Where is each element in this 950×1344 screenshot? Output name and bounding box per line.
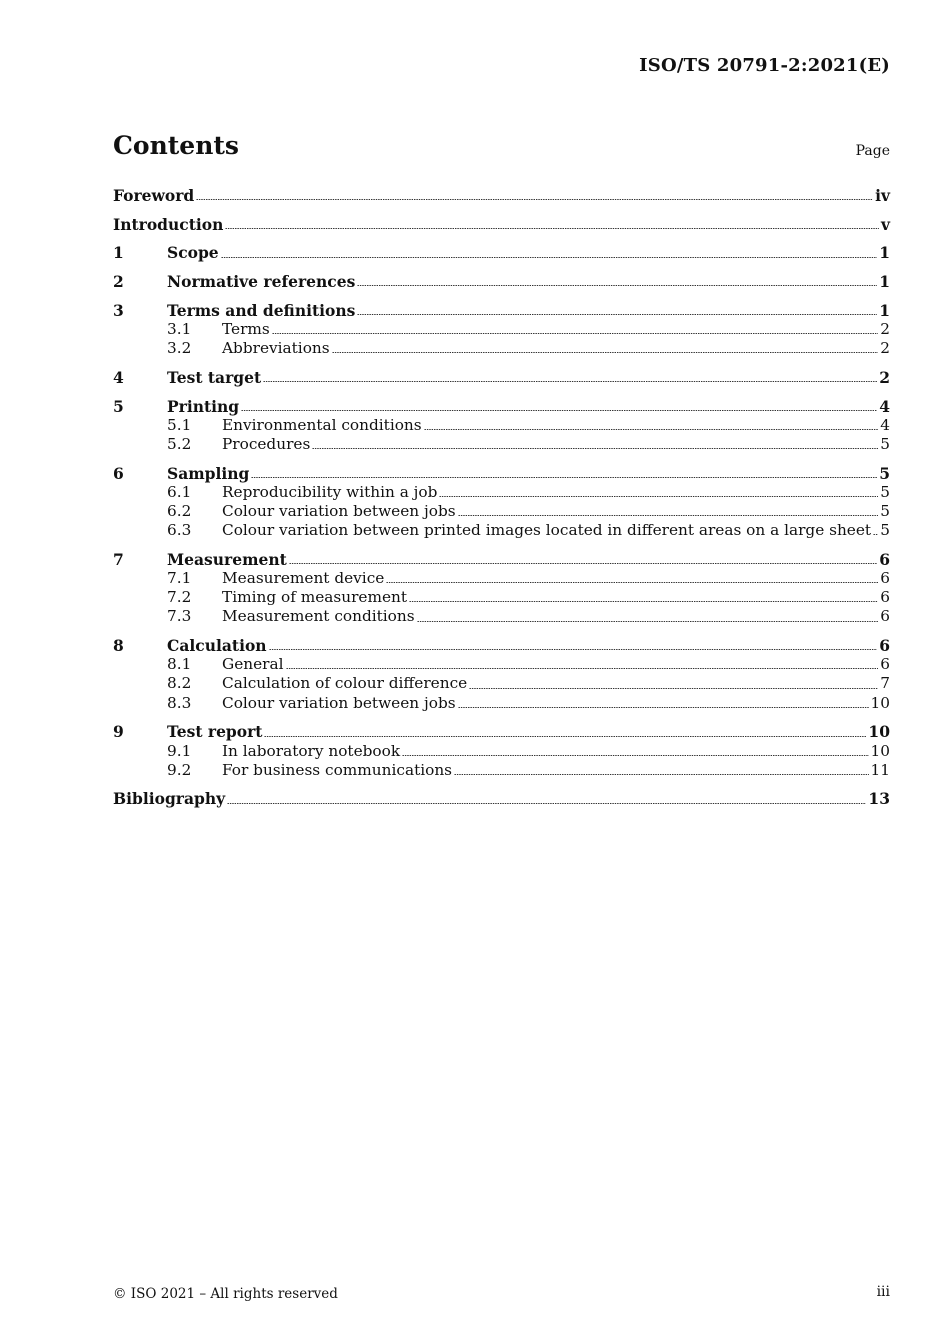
dot-leader [227,803,866,804]
dot-leader [196,199,873,200]
toc-entry[interactable] [113,483,890,502]
toc-entry[interactable] [113,761,890,780]
toc-entry-label: Colour variation between printed images located in different areas on a large sheet [222,521,872,540]
toc-entry-label: Reproducibility within a job [222,482,438,501]
toc-entry-number: 5.2 [167,434,192,453]
toc-entry-number: 5 [113,396,124,416]
dot-leader [402,755,868,756]
toc-entry-page: 1 [879,300,890,320]
toc-entry-number: 9.2 [167,760,192,779]
copyright-notice: © ISO 2021 – All rights reserved [113,1286,338,1302]
toc-entry-page: 5 [880,501,890,520]
dot-leader [312,448,878,449]
dot-leader [269,649,878,650]
toc-entry[interactable] [113,502,890,521]
toc-entry-page: 6 [880,607,890,626]
toc-entry[interactable] [113,435,890,454]
toc-entry[interactable] [113,186,890,205]
toc-entry-number: 3 [113,300,124,320]
dot-leader [357,285,877,286]
dot-leader [424,429,879,430]
dot-leader [286,668,879,669]
toc-entry-page: 10 [870,693,890,712]
toc-entry-number: 1 [113,243,124,263]
toc-entry[interactable] [113,397,890,416]
toc-entry-number: 6.3 [167,521,192,540]
toc-entry-number: 6 [113,463,124,483]
dot-leader [272,333,879,334]
toc-entry-number: 9.1 [167,741,192,760]
toc-entry[interactable] [113,550,890,569]
dot-leader [386,582,878,583]
toc-entry-page: 6 [879,636,890,656]
toc-entry-page: 13 [868,789,890,809]
toc-entry-label: Bibliography [113,789,226,809]
toc-entry-page: 2 [880,319,890,338]
toc-entry-page: 5 [880,434,890,453]
toc-entry-label: Measurement [167,549,287,569]
toc-entry[interactable] [113,272,890,291]
dot-leader [409,601,878,602]
toc-entry-page: v [880,214,890,234]
toc-entry[interactable] [113,569,890,588]
dot-leader [458,515,879,516]
document-id: ISO/TS 20791-2:2021(E) [639,55,890,76]
toc-entry-number: 6.1 [167,482,192,501]
dot-leader [873,534,878,535]
toc-entry[interactable] [113,722,890,741]
dot-leader [417,621,879,622]
toc-entry-label: Measurement conditions [222,607,415,626]
toc-entry-page: 6 [880,569,890,587]
dot-leader [289,563,877,564]
toc-entry[interactable] [113,636,890,655]
toc-entry-page: 1 [879,243,890,263]
toc-entry-number: 7.3 [167,607,192,626]
toc-entry-label: Printing [167,396,240,416]
toc-entry-page: 2 [879,367,890,387]
toc-entry[interactable] [113,789,890,808]
toc-entry-label: Scope [167,243,219,263]
toc-entry-label: Test report [167,722,263,742]
toc-entry-label: Calculation of colour difference [222,674,468,693]
toc-entry-number: 8 [113,636,124,656]
toc-entry[interactable] [113,339,890,358]
toc-entry-number: 7 [113,549,124,569]
toc-entry[interactable] [113,521,890,540]
dot-leader [332,352,879,353]
page-column-heading: Page [855,143,890,159]
toc-entry-label: Test target [167,367,262,387]
toc-entry-page: 4 [880,415,890,434]
toc-entry-page: iv [875,186,890,205]
toc-entry-label: Timing of measurement [222,588,408,607]
toc-entry-number: 9 [113,722,124,742]
toc-entry-number: 8.2 [167,674,192,693]
toc-entry[interactable] [113,368,890,387]
dot-leader [264,736,866,737]
toc-entry-label: Colour variation between jobs [222,501,456,520]
toc-entry-label: Calculation [167,636,267,656]
toc-entry[interactable] [113,243,890,262]
toc-entry[interactable] [113,607,890,626]
toc-entry-label: Measurement device [222,569,385,587]
toc-entry-page: 5 [880,521,890,540]
toc-entry-page: 10 [868,722,890,742]
toc-entry-label: Terms [222,319,270,338]
toc-entry[interactable] [113,742,890,761]
toc-entry-number: 7.2 [167,588,192,607]
toc-entry-label: Normative references [167,272,356,292]
toc-entry-page: 2 [880,339,890,358]
toc-entry[interactable] [113,674,890,693]
toc-entry[interactable] [113,588,890,607]
toc-entry-page: 6 [879,549,890,569]
toc-entry-number: 2 [113,272,124,292]
toc-entry-number: 6.2 [167,501,192,520]
dot-leader [439,496,878,497]
toc-entry-label: Abbreviations [222,339,330,358]
toc-entry-number: 3.1 [167,319,192,338]
toc-entry[interactable] [113,416,890,435]
toc-entry-page: 10 [870,741,890,760]
toc-entry[interactable] [113,215,890,234]
table-of-contents [113,186,890,809]
toc-entry[interactable] [113,464,890,483]
dot-leader [454,774,868,775]
toc-entry-page: 6 [880,655,890,674]
toc-entry-label: Foreword [113,186,195,205]
toc-entry-page: 5 [879,463,890,483]
toc-entry-number: 4 [113,367,124,387]
dot-leader [251,477,877,478]
toc-entry-page: 7 [880,674,890,693]
toc-entry-label: Sampling [167,463,250,483]
toc-entry-page: 6 [880,588,890,607]
toc-entry-number: 3.2 [167,339,192,358]
toc-entry-page: 1 [879,272,890,292]
toc-entry-label: Environmental conditions [222,415,422,434]
toc-entry-label: Colour variation between jobs [222,693,456,712]
dot-leader [263,381,877,382]
toc-entry-page: 5 [880,482,890,501]
dot-leader [458,707,869,708]
toc-entry-label: Introduction [113,214,224,234]
toc-entry[interactable] [113,655,890,674]
toc-entry-number: 8.1 [167,655,192,674]
toc-entry-number: 7.1 [167,569,192,587]
toc-entry-number: 5.1 [167,415,192,434]
toc-entry-label: In laboratory notebook [222,741,401,760]
toc-entry[interactable] [113,301,890,320]
footer-page-number: iii [876,1284,890,1300]
dot-leader [241,410,877,411]
toc-entry-page: 11 [870,760,890,779]
toc-entry[interactable] [113,320,890,339]
dot-leader [221,257,878,258]
toc-entry-label: Terms and definitions [167,300,356,320]
toc-entry-label: Procedures [222,434,311,453]
toc-entry-label: General [222,655,284,674]
dot-leader [357,314,877,315]
toc-entry-page: 4 [879,396,890,416]
toc-entry-label: For business communications [222,760,453,779]
dot-leader [225,228,879,229]
dot-leader [469,688,878,689]
toc-entry[interactable] [113,694,890,713]
page-title: Contents [113,131,240,160]
toc-entry-number: 8.3 [167,693,192,712]
